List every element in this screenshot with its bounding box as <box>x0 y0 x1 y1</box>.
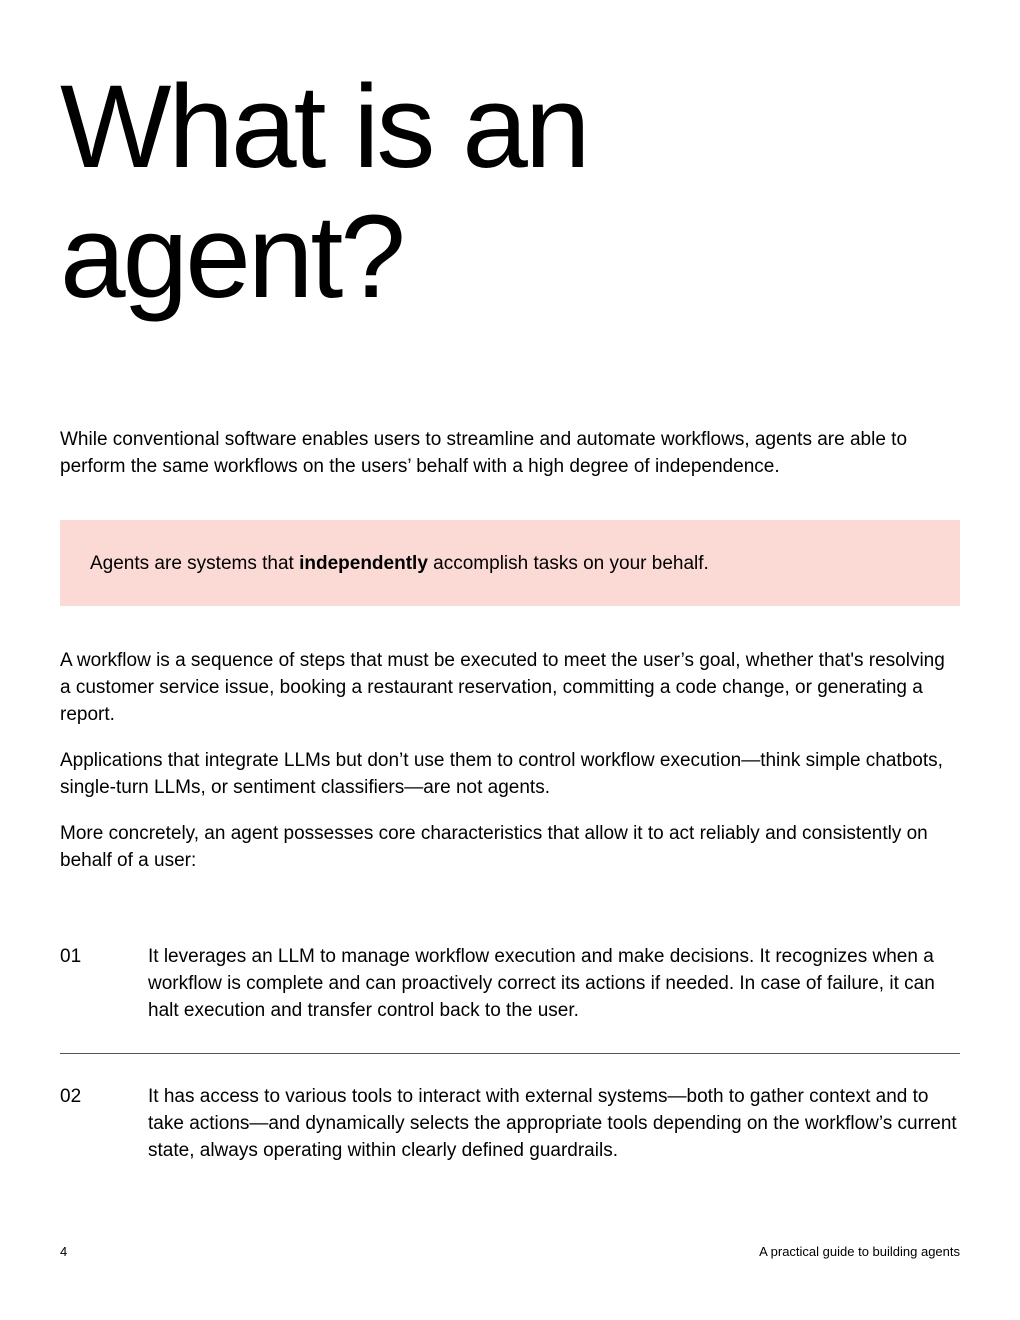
definition-callout <box>60 520 960 606</box>
callout-text-after: accomplish tasks on your behalf. <box>427 553 709 574</box>
list-divider <box>60 1053 960 1054</box>
list-item-text: It leverages an LLM to manage workflow execution and make decisions. It recognizes when a workflow is complete and can proactively correct its actions if needed. In case of failure, it can halt execution and transfer control back to the user. <box>148 946 935 1021</box>
list-item-text: It has access to various tools to interact with external systems—both to gather context and to take actions—and dynamically selects the appropriate tools depending on the workflow’s current state, always operating within clearly defined guardrails. <box>148 1086 957 1161</box>
document-title: A practical guide to building agents <box>759 1244 960 1259</box>
page-title-line-2: agent? <box>60 191 403 323</box>
intro-paragraph: While conventional software enables users to streamline and automate workflows, agents are able to perform the same workflows on the users’ behalf with a high degree of independence. <box>60 429 908 477</box>
non-agent-paragraph: Applications that integrate LLMs but don’t use them to control workflow execution—think simple chatbots, single-turn LLMs, or sentiment classifiers—are not agents. <box>60 750 943 798</box>
characteristics-intro-paragraph: More concretely, an agent possesses core characteristics that allow it to act reliably and consistently on behalf of a user: <box>60 823 928 871</box>
list-item-number: 02 <box>60 1086 82 1107</box>
characteristics-list <box>60 943 960 1164</box>
callout-emphasis: independently <box>299 553 428 574</box>
page-title-line-1: What is an <box>60 61 588 193</box>
workflow-definition-paragraph: A workflow is a sequence of steps that must be executed to meet the user’s goal, whether that's resolving a customer service issue, booking a restaurant reservation, committing a code change, or generating a report. <box>60 650 945 725</box>
body-paragraphs <box>60 647 960 893</box>
page-title <box>60 62 960 322</box>
page-number: 4 <box>60 1244 68 1259</box>
callout-text-before: Agents are systems that <box>90 553 300 574</box>
callout-text <box>90 550 930 577</box>
list-item <box>60 943 960 1024</box>
page-footer <box>60 1243 960 1261</box>
list-item-number: 01 <box>60 946 82 967</box>
list-item <box>60 1083 960 1164</box>
